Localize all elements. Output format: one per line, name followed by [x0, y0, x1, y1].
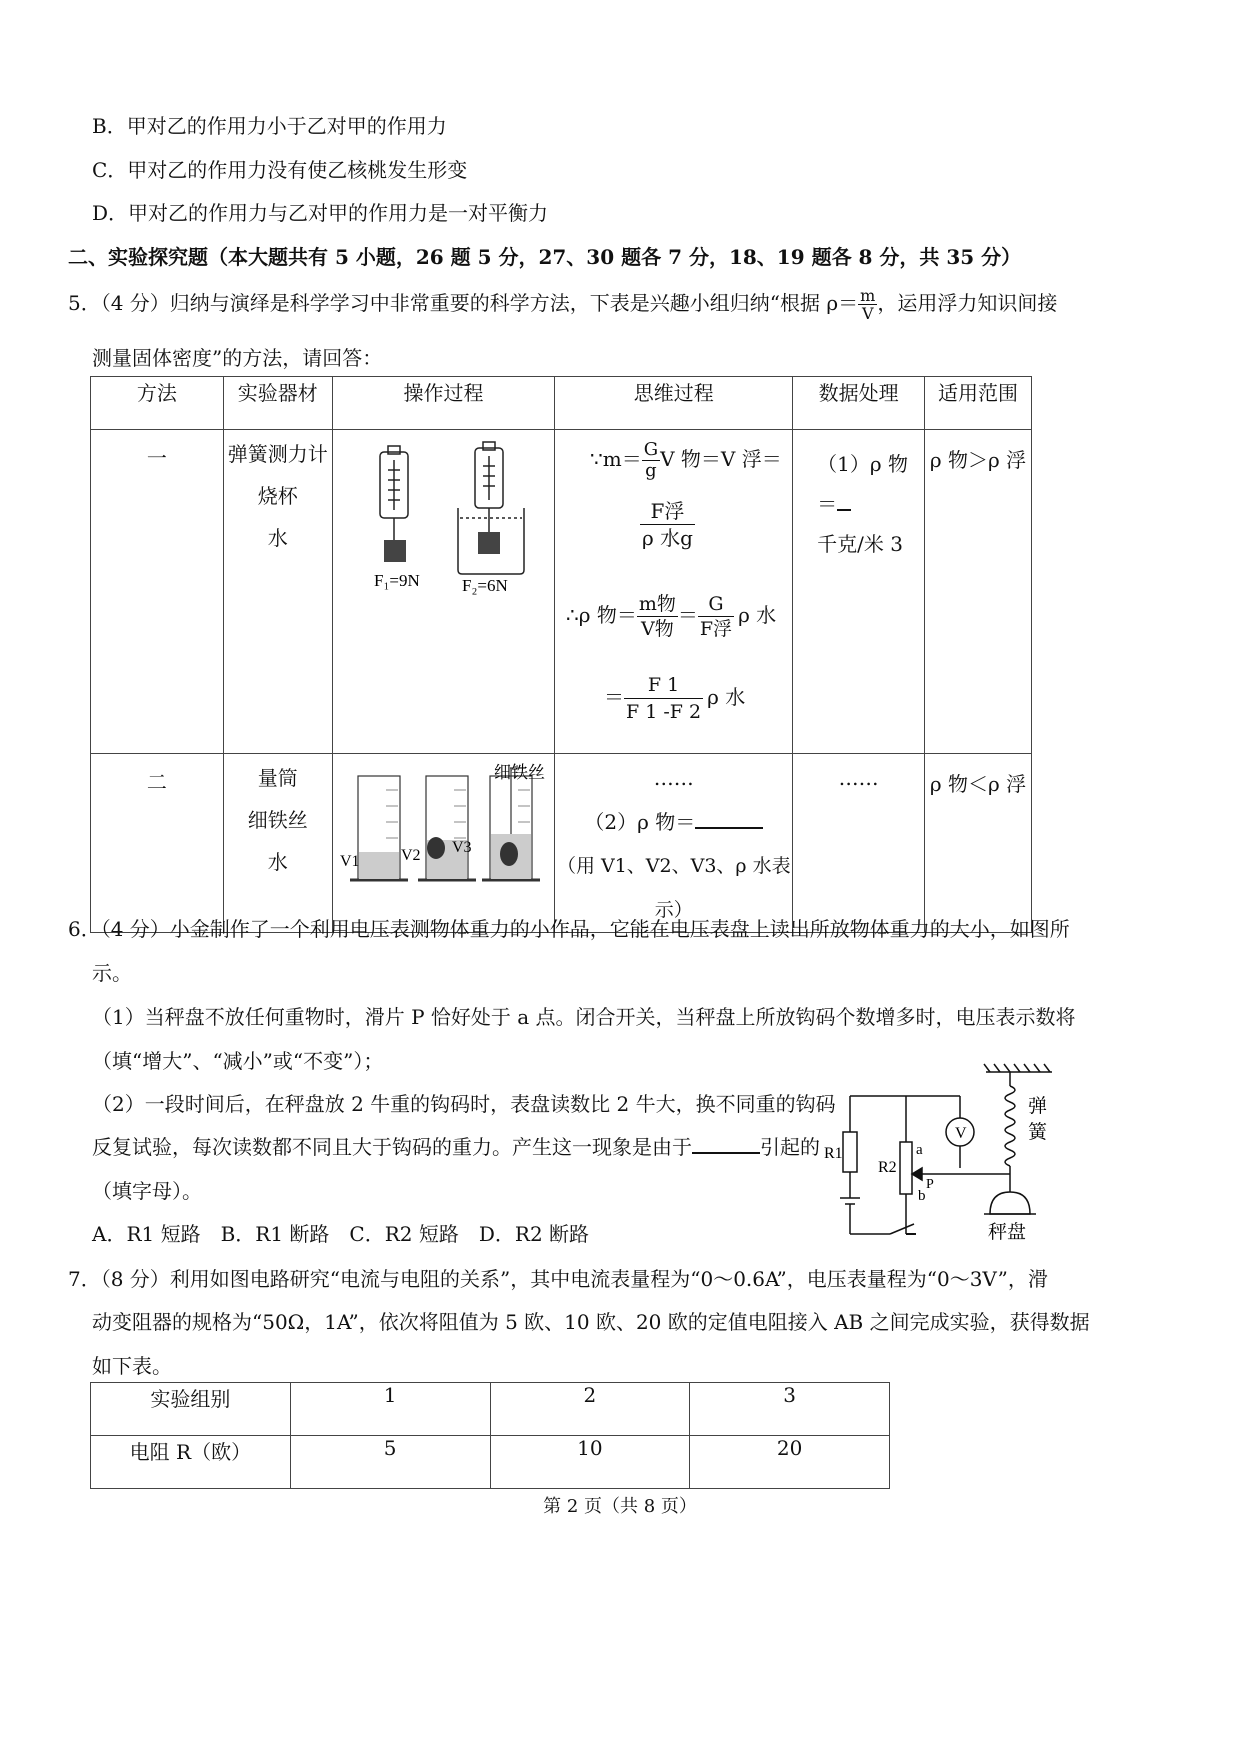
q6-p2-text-2: 引起的 [760, 1135, 820, 1159]
spring-scale-illustration [360, 440, 560, 600]
header-thinking: 思维过程 [555, 377, 793, 430]
rho-label: （2）ρ 物＝ [584, 810, 696, 834]
thinking-dots: …… [653, 766, 694, 790]
section-title: 二、实验探究题（本大题共有 5 小题，26 题 5 分，27、30 题各 7 分，18、19 题各 8 分，共 35 分） [68, 245, 1022, 269]
frac-den: F浮 [699, 618, 733, 640]
q6-p2-line1: （2）一段时间后，在秤盘放 2 牛重的钩码时，表盘读数比 2 牛大，换不同重的钩码 [92, 1092, 836, 1116]
table-cell: 电阻 R（欧） [91, 1436, 291, 1489]
q6-p2-line2 [92, 1131, 820, 1160]
q6-line2: 示。 [92, 961, 132, 985]
q5-method-table [90, 376, 1032, 933]
q6-p1-line2: （填“增大”、“减小”或“不变”）； [92, 1049, 384, 1073]
equipment-item: 水 [267, 850, 288, 874]
voltmeter-label: V [955, 1125, 967, 1142]
q6-options: A．R1 短路 B．R1 断路 C．R2 短路 D．R2 断路 [92, 1222, 590, 1246]
rho-water: ρ 水 [707, 685, 746, 709]
q6-p2-text: 反复试验，每次读数都不同且大于钩码的重力。产生这一现象是由于 [92, 1135, 692, 1159]
q5-intro-text-2: ，运用浮力知识间接 [877, 291, 1058, 315]
frac-den: V [861, 304, 874, 323]
frac-num: G [698, 592, 734, 617]
table-cell: 2 [490, 1383, 690, 1436]
table-row [91, 754, 1032, 933]
header-scope: 适用范围 [925, 377, 1032, 430]
formula-line-3 [604, 672, 745, 725]
label-spring-1: 弹 [1028, 1096, 1048, 1117]
formula-fraction-buoyancy [640, 498, 695, 551]
thinking-note: （用 V1、V2、V3、ρ 水表示） [556, 855, 791, 921]
frac-den: V物 [640, 618, 674, 640]
q5-intro-line2: 测量固体密度”的方法，请回答： [92, 346, 383, 370]
q6-line1: 6．（4 分）小金制作了一个利用电压表测物体重力的小作品，它能在电压表盘上读出所放物体重力的大小，如图所 [68, 917, 1070, 941]
q6-p1-line1: （1）当秤盘不放任何重物时，滑片 P 恰好处于 a 点。闭合开关，当秤盘上所放钩码个数增多时，电压表示数将 [92, 1005, 1076, 1029]
label-r1: R1 [824, 1145, 843, 1162]
q7-line1: 7．（8 分）利用如图电路研究“电流与电阻的关系”，其中电流表量程为“0～0.6A”，电压表量程为“0～3V”，滑 [68, 1267, 1048, 1291]
option-c: C．甲对乙的作用力没有使乙核桃发生形变 [92, 158, 468, 182]
q5-density-fraction [858, 287, 877, 322]
label-a: a [916, 1142, 923, 1158]
density-unit: 千克/米 3 [817, 532, 903, 556]
row1-scope: ρ 物＞ρ 浮 [925, 430, 1032, 754]
answer-blank[interactable] [692, 1152, 760, 1154]
formula-line-1 [590, 440, 782, 481]
q6-p2-line3: （填字母）。 [92, 1179, 202, 1203]
frac-den: F 1 -F 2 [626, 701, 702, 723]
q5-intro-text: 5．（4 分）归纳与演绎是科学学习中非常重要的科学方法，下表是兴趣小组归纳“根据 ρ＝ [68, 291, 859, 315]
header-equipment: 实验器材 [223, 377, 332, 430]
formula-line-2 [566, 592, 776, 641]
q7-data-table [90, 1382, 890, 1489]
formula-text: V 物＝V 浮＝ [660, 447, 782, 471]
option-b: B．甲对乙的作用力小于乙对甲的作用力 [92, 114, 447, 138]
header-method: 方法 [91, 377, 224, 430]
table-cell: 实验组别 [91, 1383, 291, 1436]
row2-equipment [223, 754, 332, 933]
label-spring-2: 簧 [1028, 1122, 1048, 1143]
row2-method: 二 [91, 754, 224, 933]
q7-line2: 动变阻器的规格为“50Ω，1A”，依次将阻值为 5 欧、10 欧、20 欧的定值电阻接入 AB 之间完成实验，获得数据 [92, 1310, 1090, 1334]
header-operation: 操作过程 [332, 377, 555, 430]
formula-text: ∴ρ 物＝ [566, 603, 637, 627]
q5-intro [68, 287, 1057, 322]
label-v3: V3 [452, 839, 472, 856]
label-pan: 秤盘 [988, 1222, 1027, 1243]
equipment-item: 量筒 [257, 766, 298, 790]
table-cell: 3 [690, 1383, 890, 1436]
label-r2: R2 [878, 1159, 897, 1176]
label-f1: F₁=9N [374, 571, 420, 590]
q7-line3: 如下表。 [92, 1354, 172, 1378]
eq-sign: ＝ [604, 685, 624, 709]
row1-data [793, 430, 925, 754]
frac-num: F 1 [624, 672, 703, 699]
header-data: 数据处理 [793, 377, 925, 430]
formula-text: ∵m＝ [590, 447, 642, 471]
answer-blank[interactable] [695, 827, 763, 829]
label-v1: V1 [340, 853, 360, 870]
table-cell: 10 [490, 1436, 690, 1489]
table-row [91, 1436, 890, 1489]
label-f2: F₂=6N [462, 576, 508, 595]
page-footer: 第 2 页（共 8 页） [543, 1496, 697, 1517]
row2-scope: ρ 物＜ρ 浮 [925, 754, 1032, 933]
label-v2: V2 [401, 847, 421, 864]
equipment-item: 烧杯 [257, 484, 298, 508]
table-cell: 20 [690, 1436, 890, 1489]
circuit-diagram [820, 1054, 1060, 1244]
equipment-item: 弹簧测力计 [227, 442, 328, 466]
fraction-g-over-g [642, 440, 660, 481]
answer-blank[interactable] [837, 509, 851, 511]
row2-data: …… [793, 754, 925, 933]
frac-num: G [643, 439, 659, 460]
rho-water: ρ 水 [738, 603, 777, 627]
data-proc-text: （1）ρ 物＝ [817, 452, 908, 516]
label-p: P [926, 1177, 934, 1192]
equipment-item: 细铁丝 [247, 808, 308, 832]
graduated-cylinder-illustration [340, 760, 550, 890]
label-wire: 细铁丝 [494, 763, 545, 782]
frac-den: ρ 水g [642, 526, 693, 550]
row2-thinking [555, 754, 793, 933]
label-b: b [918, 1188, 926, 1204]
table-cell: 5 [290, 1436, 490, 1489]
row1-equipment [223, 430, 332, 754]
table-row [91, 430, 1032, 754]
table-cell: 1 [290, 1383, 490, 1436]
frac-num: m [860, 286, 876, 305]
frac-num: m物 [638, 593, 676, 615]
frac-num: F浮 [640, 498, 695, 525]
option-d: D．甲对乙的作用力与乙对甲的作用力是一对平衡力 [92, 201, 549, 225]
frac-den: g [645, 460, 657, 481]
equipment-item: 水 [267, 526, 288, 550]
table-row [91, 1383, 890, 1436]
row1-method: 一 [91, 430, 224, 754]
eq-sign: ＝ [677, 603, 698, 627]
